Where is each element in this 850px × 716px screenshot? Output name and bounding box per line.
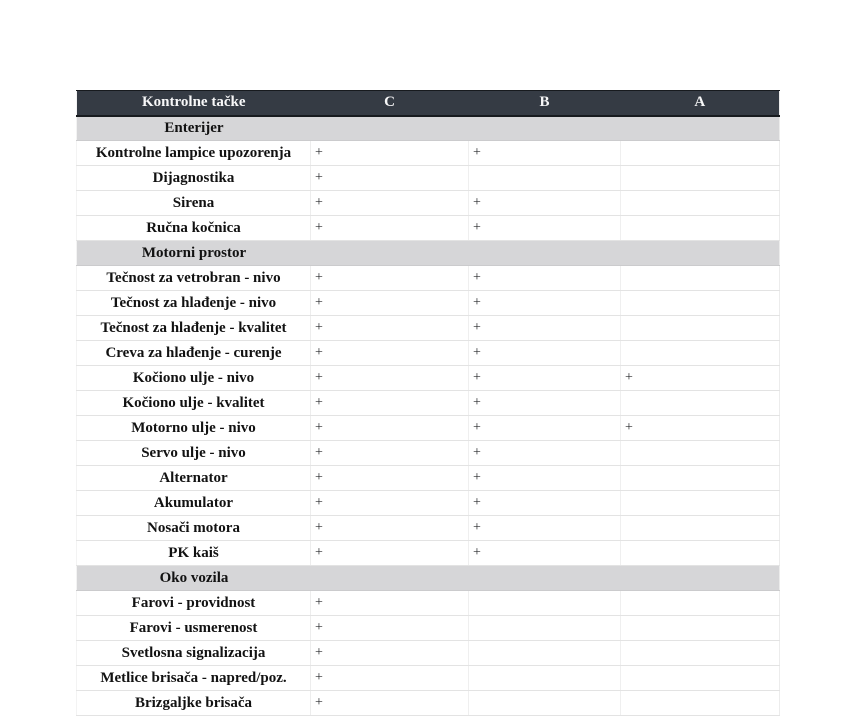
mark-cell-c: + xyxy=(311,391,469,416)
section-cell xyxy=(77,241,780,266)
checkpoint-row xyxy=(77,141,780,166)
mark-cell-c: + xyxy=(311,341,469,366)
mark-cell-b: + xyxy=(469,391,621,416)
mark-cell-b xyxy=(469,641,621,666)
checkpoint-row xyxy=(77,591,780,616)
checkpoint-label: Farovi - providnost xyxy=(77,591,311,616)
mark-cell-a xyxy=(621,641,780,666)
checkpoint-label: Farovi - usmerenost xyxy=(77,616,311,641)
mark-cell-b: + xyxy=(469,316,621,341)
checkpoint-label: Nosači motora xyxy=(77,516,311,541)
mark-cell-b: + xyxy=(469,491,621,516)
checkpoint-row xyxy=(77,291,780,316)
checkpoint-row xyxy=(77,541,780,566)
checkpoint-row xyxy=(77,641,780,666)
table-header-row xyxy=(77,91,780,116)
mark-cell-a xyxy=(621,616,780,641)
mark-cell-b: + xyxy=(469,341,621,366)
checkpoint-row xyxy=(77,266,780,291)
mark-cell-b xyxy=(469,666,621,691)
checkpoint-label: Sirena xyxy=(77,191,311,216)
section-cell xyxy=(77,116,780,141)
mark-cell-a xyxy=(621,591,780,616)
mark-cell-c: + xyxy=(311,316,469,341)
table-body xyxy=(77,116,780,716)
mark-cell-b: + xyxy=(469,366,621,391)
checkpoint-row xyxy=(77,341,780,366)
section-label: Enterijer xyxy=(164,119,224,136)
checkpoint-row xyxy=(77,191,780,216)
checkpoint-label: Svetlosna signalizacija xyxy=(77,641,311,666)
mark-cell-b: + xyxy=(469,216,621,241)
mark-cell-b xyxy=(469,691,621,716)
mark-cell-c: + xyxy=(311,291,469,316)
header-column-a: A xyxy=(621,91,780,116)
checkpoint-row xyxy=(77,491,780,516)
header-checkpoints-label: Kontrolne tačke xyxy=(77,91,311,116)
checkpoint-row xyxy=(77,441,780,466)
checkpoint-row xyxy=(77,691,780,716)
mark-cell-c: + xyxy=(311,141,469,166)
mark-cell-a xyxy=(621,391,780,416)
mark-cell-c: + xyxy=(311,366,469,391)
mark-cell-c: + xyxy=(311,216,469,241)
mark-cell-a xyxy=(621,341,780,366)
checkpoint-row xyxy=(77,166,780,191)
mark-cell-b xyxy=(469,591,621,616)
section-label: Motorni prostor xyxy=(141,244,247,261)
mark-cell-c: + xyxy=(311,416,469,441)
mark-cell-c: + xyxy=(311,491,469,516)
checkpoint-row xyxy=(77,216,780,241)
checkpoint-row xyxy=(77,516,780,541)
mark-cell-a xyxy=(621,466,780,491)
mark-cell-a xyxy=(621,291,780,316)
checkpoint-row xyxy=(77,616,780,641)
mark-cell-a xyxy=(621,266,780,291)
mark-cell-b: + xyxy=(469,291,621,316)
mark-cell-b: + xyxy=(469,541,621,566)
section-row-1 xyxy=(77,116,780,141)
checkpoint-row xyxy=(77,466,780,491)
mark-cell-a xyxy=(621,691,780,716)
mark-cell-c: + xyxy=(311,166,469,191)
inspection-checklist-table xyxy=(76,90,780,716)
mark-cell-a: + xyxy=(621,366,780,391)
checkpoint-label: Servo ulje - nivo xyxy=(77,441,311,466)
mark-cell-b: + xyxy=(469,441,621,466)
mark-cell-a: + xyxy=(621,416,780,441)
checkpoint-row xyxy=(77,366,780,391)
mark-cell-a xyxy=(621,666,780,691)
checklist-table-container xyxy=(76,90,780,716)
checkpoint-label: Kočiono ulje - nivo xyxy=(77,366,311,391)
checkpoint-label: Kontrolne lampice upozorenja xyxy=(77,141,311,166)
checkpoint-label: PK kaiš xyxy=(77,541,311,566)
mark-cell-b: + xyxy=(469,516,621,541)
checkpoint-label: Alternator xyxy=(77,466,311,491)
mark-cell-a xyxy=(621,441,780,466)
mark-cell-a xyxy=(621,541,780,566)
checkpoint-row xyxy=(77,316,780,341)
checkpoint-row xyxy=(77,416,780,441)
mark-cell-c: + xyxy=(311,691,469,716)
mark-cell-b: + xyxy=(469,141,621,166)
section-cell xyxy=(77,566,780,591)
checkpoint-label: Dijagnostika xyxy=(77,166,311,191)
header-column-c: C xyxy=(311,91,469,116)
section-row-3 xyxy=(77,566,780,591)
mark-cell-c: + xyxy=(311,541,469,566)
checkpoint-label: Creva za hlađenje - curenje xyxy=(77,341,311,366)
checkpoint-label: Tečnost za hlađenje - kvalitet xyxy=(77,316,311,341)
mark-cell-c: + xyxy=(311,266,469,291)
mark-cell-c: + xyxy=(311,516,469,541)
mark-cell-c: + xyxy=(311,591,469,616)
mark-cell-a xyxy=(621,316,780,341)
mark-cell-b: + xyxy=(469,266,621,291)
section-label: Oko vozila xyxy=(159,569,229,586)
checkpoint-label: Tečnost za vetrobran - nivo xyxy=(77,266,311,291)
mark-cell-b: + xyxy=(469,191,621,216)
mark-cell-c: + xyxy=(311,666,469,691)
mark-cell-c: + xyxy=(311,191,469,216)
checkpoint-label: Akumulator xyxy=(77,491,311,516)
checkpoint-row xyxy=(77,391,780,416)
mark-cell-b xyxy=(469,166,621,191)
checkpoint-label: Kočiono ulje - kvalitet xyxy=(77,391,311,416)
mark-cell-b: + xyxy=(469,466,621,491)
mark-cell-c: + xyxy=(311,441,469,466)
checkpoint-label: Metlice brisača - napred/poz. xyxy=(77,666,311,691)
mark-cell-b xyxy=(469,616,621,641)
mark-cell-b: + xyxy=(469,416,621,441)
checkpoint-label: Motorno ulje - nivo xyxy=(77,416,311,441)
mark-cell-a xyxy=(621,516,780,541)
mark-cell-c: + xyxy=(311,466,469,491)
checkpoint-label: Brizgaljke brisača xyxy=(77,691,311,716)
mark-cell-a xyxy=(621,166,780,191)
section-row-2 xyxy=(77,241,780,266)
checkpoint-label: Tečnost za hlađenje - nivo xyxy=(77,291,311,316)
mark-cell-a xyxy=(621,141,780,166)
checkpoint-label: Ručna kočnica xyxy=(77,216,311,241)
mark-cell-c: + xyxy=(311,616,469,641)
mark-cell-a xyxy=(621,191,780,216)
mark-cell-c: + xyxy=(311,641,469,666)
mark-cell-a xyxy=(621,216,780,241)
checkpoint-row xyxy=(77,666,780,691)
header-column-b: B xyxy=(469,91,621,116)
mark-cell-a xyxy=(621,491,780,516)
